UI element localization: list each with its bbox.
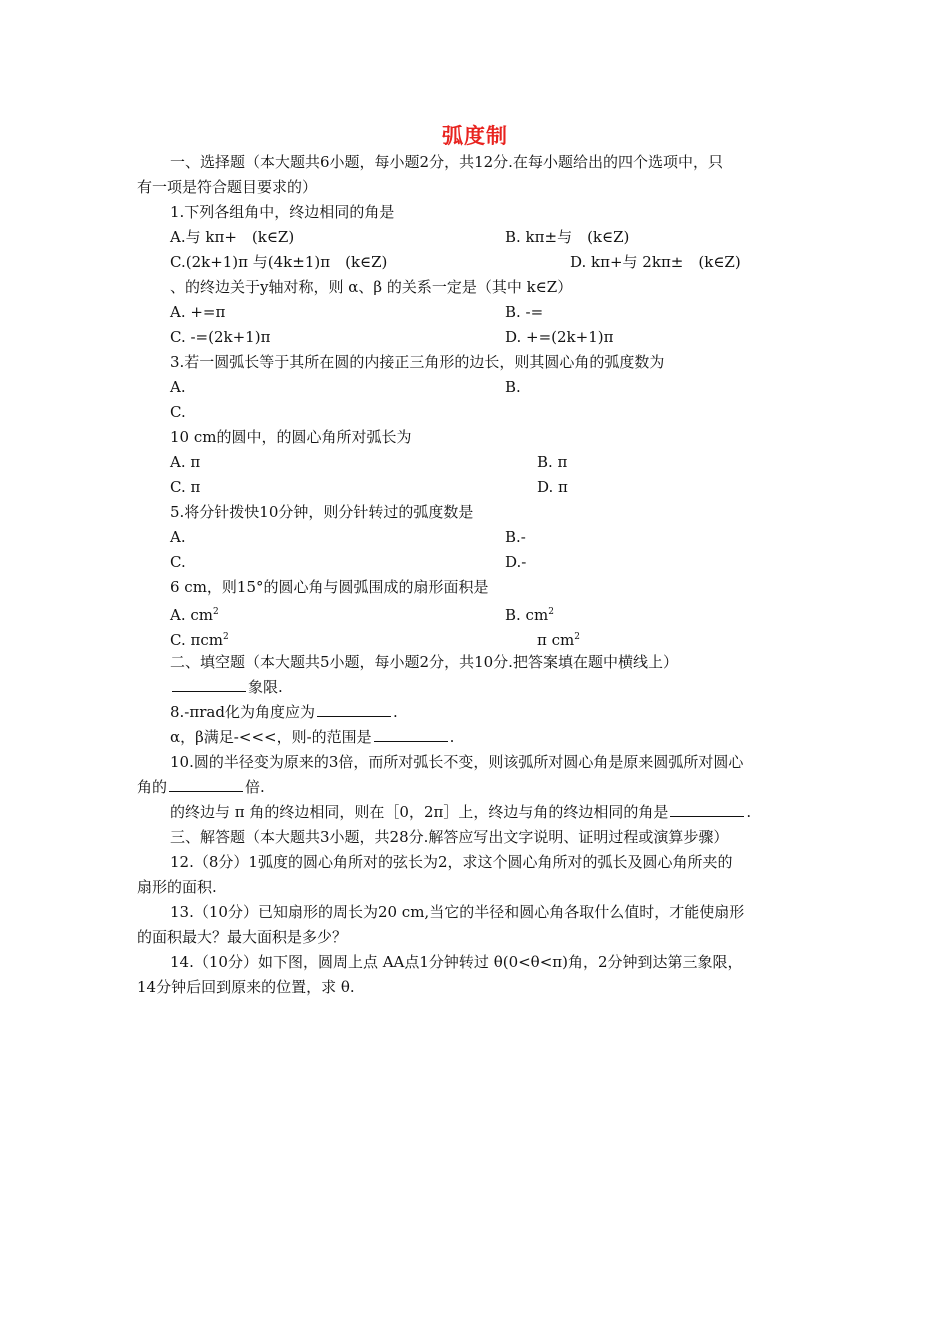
- answer-blank[interactable]: [169, 777, 243, 792]
- superscript-2: 2: [222, 632, 229, 642]
- q4-option-c: C. π: [170, 478, 201, 496]
- q1-option-b: B. kπ±与 (k∈Z): [505, 228, 630, 246]
- q1-option-d: D. kπ+与 2kπ± (k∈Z): [570, 253, 741, 271]
- q14-line-2: 14分钟后回到原来的位置，求 θ.: [137, 978, 355, 996]
- q2-option-c: C. -=(2k+1)π: [170, 328, 271, 346]
- q6-option-b: B. $cm^2$: [505, 606, 554, 624]
- q3-stem: 3.若一圆弧长等于其所在圆的内接正三角形的边长，则其圆心角的弧度数为: [170, 353, 665, 371]
- q5-option-a: A.: [170, 528, 186, 546]
- q6-stem: 6 cm，则15°的圆心角与圆弧围成的扇形面积是: [170, 578, 489, 596]
- superscript-2: 2: [548, 607, 554, 617]
- q5-option-c: C.: [170, 553, 186, 571]
- answer-blank[interactable]: [670, 802, 744, 817]
- q4-option-b: B. π: [537, 453, 568, 471]
- q9: α，β满足-<<<，则-的范围是 .: [170, 728, 455, 746]
- q1-stem: 1.下列各组角中，终边相同的角是: [170, 203, 395, 221]
- superscript-2: 2: [574, 632, 580, 642]
- answer-blank[interactable]: [374, 727, 448, 742]
- q2-option-d: D. +=(2k+1)π: [505, 328, 614, 346]
- q6-option-c: C. πcm$^2$: [170, 631, 229, 649]
- q2-option-a: A. +=π: [170, 303, 226, 321]
- section-3-heading: 三、解答题（本大题共3小题，共28分.解答应写出文字说明、证明过程或演算步骤）: [170, 828, 729, 846]
- q6-option-a: A. $cm^2$: [170, 606, 219, 624]
- q3-option-b: B.: [505, 378, 521, 396]
- answer-blank[interactable]: [317, 702, 391, 717]
- document-title: 弧度制: [442, 124, 508, 148]
- q10-line-1: 10.圆的半径变为原来的3倍，而所对弧长不变，则该弧所对圆心角是原来圆弧所对圆心: [170, 753, 744, 771]
- section-1-heading: 一、选择题（本大题共6小题，每小题2分，共12分.在每小题给出的四个选项中，只: [170, 153, 723, 171]
- q2-option-b: B. -=: [505, 303, 544, 321]
- q8: 8.-πrad化为角度应为 .: [170, 703, 398, 721]
- section-2-heading: 二、填空题（本大题共5小题，每小题2分，共10分.把答案填在题中横线上）: [170, 653, 678, 671]
- q4-stem: 10 cm的圆中，的圆心角所对弧长为: [170, 428, 412, 446]
- q12-line-1: 12.（8分）1弧度的圆心角所对的弦长为2，求这个圆心角所对的弧长及圆心角所夹的: [170, 853, 733, 871]
- q7: 象限.: [170, 677, 283, 697]
- q3-option-c: C.: [170, 403, 186, 421]
- superscript-2: 2: [213, 607, 219, 617]
- q14-line-1: 14.（10分）如下图，圆周上点 AA点1分钟转过 θ(0<θ<π)角，2分钟到达第三象限，: [170, 953, 743, 971]
- q4-option-d: D. π: [537, 478, 568, 496]
- answer-blank[interactable]: [172, 677, 246, 692]
- q13-line-2: 的面积最大？最大面积是多少？: [137, 928, 348, 946]
- q13-line-1: 13.（10分）已知扇形的周长为20 cm,当它的半径和圆心角各取什么值时，才能使扇形: [170, 903, 745, 921]
- q10-line-2: 角的 倍.: [137, 778, 265, 796]
- q5-option-d: D.-: [505, 553, 527, 571]
- q11: 的终边与 π 角的终边相同，则在［0，2π］上，终边与角的终边相同的角是 .: [170, 803, 752, 821]
- q5-stem: 5.将分针拨快10分钟，则分针转过的弧度数是: [170, 503, 474, 521]
- q5-option-b: B.-: [505, 528, 526, 546]
- q4-option-a: A. π: [170, 453, 201, 471]
- q6-option-d: π $cm^2$: [537, 631, 580, 649]
- q2-stem: 、的终边关于y轴对称，则 α、β 的关系一定是（其中 k∈Z）: [170, 278, 573, 296]
- section-1-heading-cont: 有一项是符合题目要求的）: [137, 178, 318, 196]
- q3-option-a: A.: [170, 378, 186, 396]
- q12-line-2: 扇形的面积.: [137, 878, 217, 896]
- q1-option-c: C.(2k+1)π 与(4k±1)π (k∈Z): [170, 253, 388, 271]
- q1-option-a: A.与 kπ+ (k∈Z): [170, 228, 295, 246]
